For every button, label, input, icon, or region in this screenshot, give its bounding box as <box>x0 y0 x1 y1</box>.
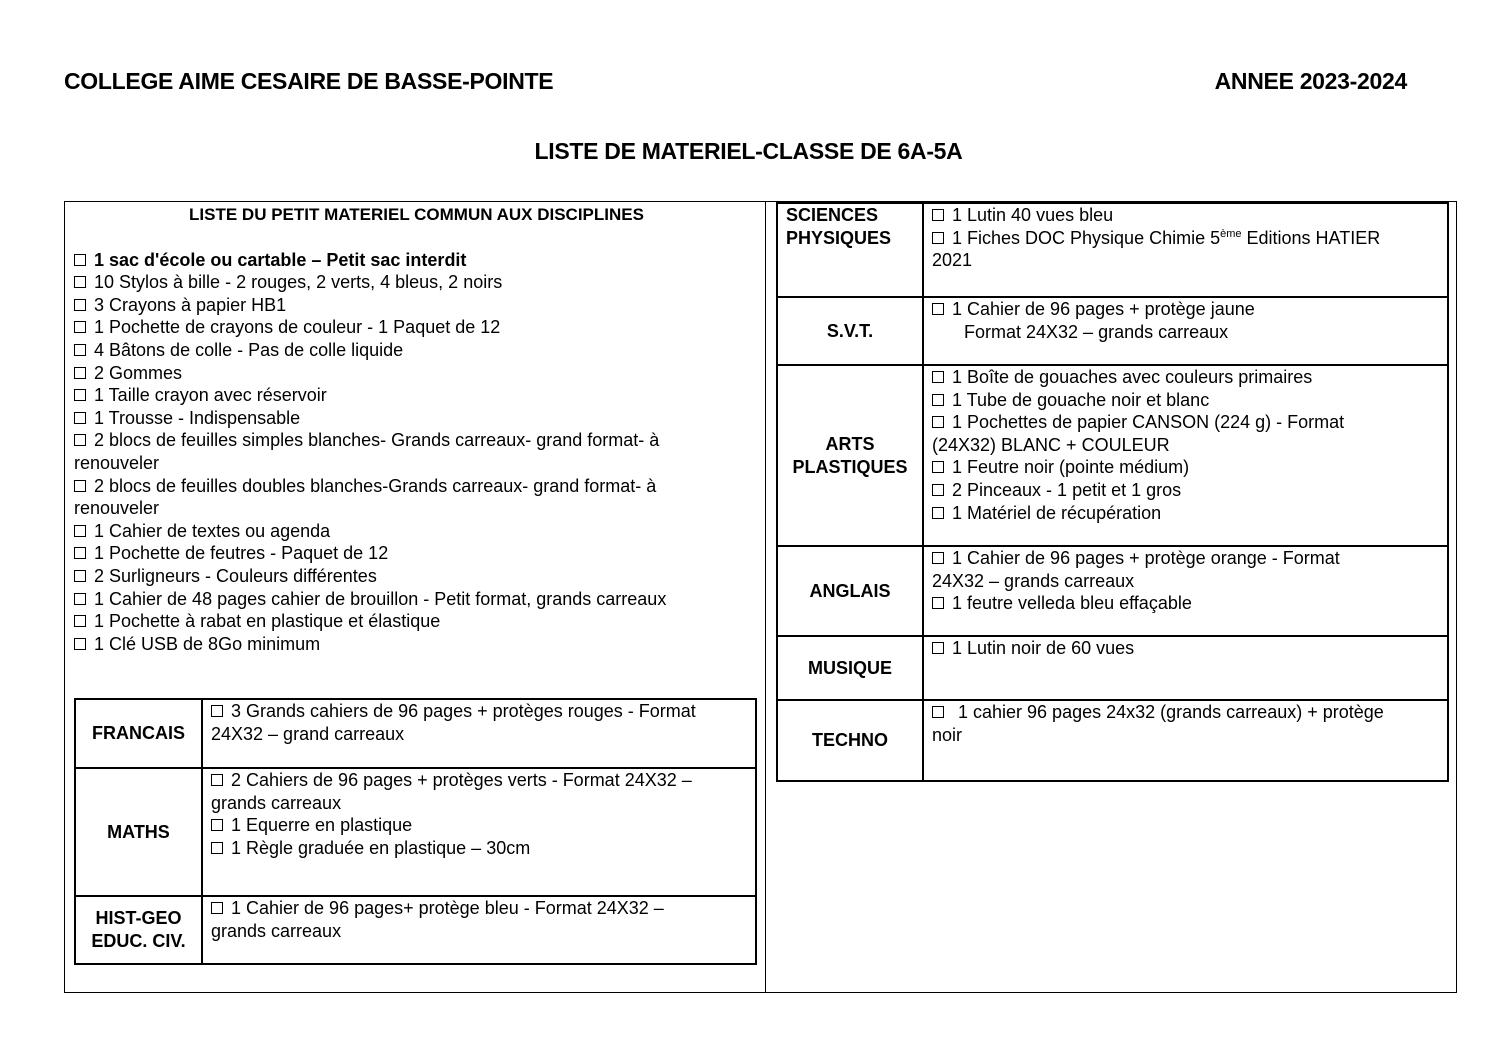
checkbox-icon <box>932 209 944 221</box>
subject-label-musique: MUSIQUE <box>777 636 923 700</box>
list-item: 2 blocs de feuilles simples blanches- Grands carreaux- grand format- à <box>74 429 759 452</box>
checkbox-icon <box>74 638 86 650</box>
checkbox-icon <box>74 276 86 288</box>
list-item: 2 blocs de feuilles doubles blanches-Grands carreaux- grand format- à <box>74 475 759 498</box>
common-supplies-title: LISTE DU PETIT MATERIEL COMMUN AUX DISCIPLINES <box>189 205 644 224</box>
checkbox-icon <box>932 597 944 609</box>
subject-label-histgeo: HIST-GEO EDUC. CIV. <box>75 896 202 964</box>
checkbox-icon <box>74 412 86 424</box>
subject-items-svt: 1 Cahier de 96 pages + protège jaune Format 24X32 – grands carreaux <box>923 297 1448 365</box>
table-row <box>777 203 1448 297</box>
table-row <box>777 297 1448 365</box>
checkbox-icon <box>74 434 86 446</box>
subject-items-maths: 2 Cahiers de 96 pages + protèges verts - Format 24X32 – grands carreaux 1 Equerre en plastique 1 Règle graduée en plastique – 30cm <box>202 768 756 896</box>
checkbox-icon <box>74 480 86 492</box>
table-row <box>777 365 1448 546</box>
subject-label-svt: S.V.T. <box>777 297 923 365</box>
list-item: 1 Cahier de textes ou agenda <box>74 520 759 543</box>
list-item: 2 Surligneurs - Couleurs différentes <box>74 565 759 588</box>
checkbox-icon <box>932 232 944 244</box>
checkbox-icon <box>932 507 944 519</box>
checkbox-icon <box>74 254 86 266</box>
checkbox-icon <box>211 705 223 717</box>
page-title: LISTE DE MATERIEL-CLASSE DE 6A-5A <box>534 138 963 164</box>
checkbox-icon <box>932 371 944 383</box>
checkbox-icon <box>74 570 86 582</box>
column-divider <box>765 201 766 993</box>
checkbox-icon <box>74 389 86 401</box>
subject-items-anglais: 1 Cahier de 96 pages + protège orange - Format 24X32 – grands carreaux 1 feutre velleda bleu effaçable <box>923 546 1448 636</box>
list-item: 1 Trousse - Indispensable <box>74 407 759 430</box>
checkbox-icon <box>211 842 223 854</box>
checkbox-icon <box>932 303 944 315</box>
checkbox-icon <box>932 416 944 428</box>
subject-label-techno: TECHNO <box>777 700 923 781</box>
checkbox-icon <box>74 299 86 311</box>
list-item: 1 Pochette de feutres - Paquet de 12 <box>74 542 759 565</box>
checkbox-icon <box>932 394 944 406</box>
checkbox-icon <box>932 461 944 473</box>
checkbox-icon <box>74 367 86 379</box>
checkbox-icon <box>74 593 86 605</box>
table-row <box>75 699 756 768</box>
subject-items-musique: 1 Lutin noir de 60 vues <box>923 636 1448 700</box>
list-item: 3 Crayons à papier HB1 <box>74 294 759 317</box>
subject-label-anglais: ANGLAIS <box>777 546 923 636</box>
checkbox-icon <box>74 344 86 356</box>
list-item: 1 Taille crayon avec réservoir <box>74 384 759 407</box>
list-item-continuation: renouveler <box>74 498 160 519</box>
checkbox-icon <box>74 547 86 559</box>
subject-items-histgeo: 1 Cahier de 96 pages+ protège bleu - Format 24X32 – grands carreaux <box>202 896 756 964</box>
subject-label-arts: ARTS PLASTIQUES <box>777 365 923 546</box>
checkbox-icon <box>932 706 944 718</box>
school-name: COLLEGE AIME CESAIRE DE BASSE-POINTE <box>64 68 554 94</box>
common-supplies-section <box>74 204 759 655</box>
subject-label-francais: FRANCAIS <box>75 699 202 768</box>
checkbox-icon <box>74 525 86 537</box>
left-subjects-table <box>74 698 757 965</box>
list-item-continuation: renouveler <box>74 452 160 473</box>
subject-items-techno: 1 cahier 96 pages 24x32 (grands carreaux) + protège noir <box>923 700 1448 781</box>
school-year: ANNEE 2023-2024 <box>1214 68 1407 94</box>
table-row <box>777 636 1448 700</box>
list-item: 2 Gommes <box>74 362 759 385</box>
checkbox-icon <box>211 819 223 831</box>
checkbox-icon <box>932 642 944 654</box>
list-item: 4 Bâtons de colle - Pas de colle liquide <box>74 339 759 362</box>
list-item: 1 Clé USB de 8Go minimum <box>74 633 759 656</box>
checkbox-icon <box>211 902 223 914</box>
table-row <box>777 546 1448 636</box>
checkbox-icon <box>74 615 86 627</box>
right-subjects-table <box>776 202 1449 782</box>
table-row <box>777 700 1448 781</box>
table-row <box>75 896 756 964</box>
list-item: 1 sac d'école ou cartable – Petit sac interdit <box>74 249 759 272</box>
table-row <box>75 768 756 896</box>
list-item: 1 Cahier de 48 pages cahier de brouillon - Petit format, grands carreaux <box>74 588 759 611</box>
checkbox-icon <box>74 321 86 333</box>
subject-label-sciences: SCIENCES PHYSIQUES <box>777 203 923 297</box>
subject-label-maths: MATHS <box>75 768 202 896</box>
subject-items-sciences: 1 Lutin 40 vues bleu 1 Fiches DOC Physique Chimie 5ème Editions HATIER 2021 <box>923 203 1448 297</box>
checkbox-icon <box>211 774 223 786</box>
checkbox-icon <box>932 484 944 496</box>
list-item: 1 Pochette de crayons de couleur - 1 Paquet de 12 <box>74 316 759 339</box>
checkbox-icon <box>932 552 944 564</box>
list-item: 1 Pochette à rabat en plastique et élastique <box>74 610 759 633</box>
subject-items-arts: 1 Boîte de gouaches avec couleurs primaires 1 Tube de gouache noir et blanc 1 Pochettes de papier CANSON (224 g) - Format (24X32) BLANC + COULEUR 1 Feutre noir (pointe médium) 2 Pinceaux - 1 petit et 1 gros 1 Matériel de récupération <box>923 365 1448 546</box>
subject-items-francais: 3 Grands cahiers de 96 pages + protèges rouges - Format 24X32 – grand carreaux <box>202 699 756 768</box>
list-item: 10 Stylos à bille - 2 rouges, 2 verts, 4 bleus, 2 noirs <box>74 271 759 294</box>
